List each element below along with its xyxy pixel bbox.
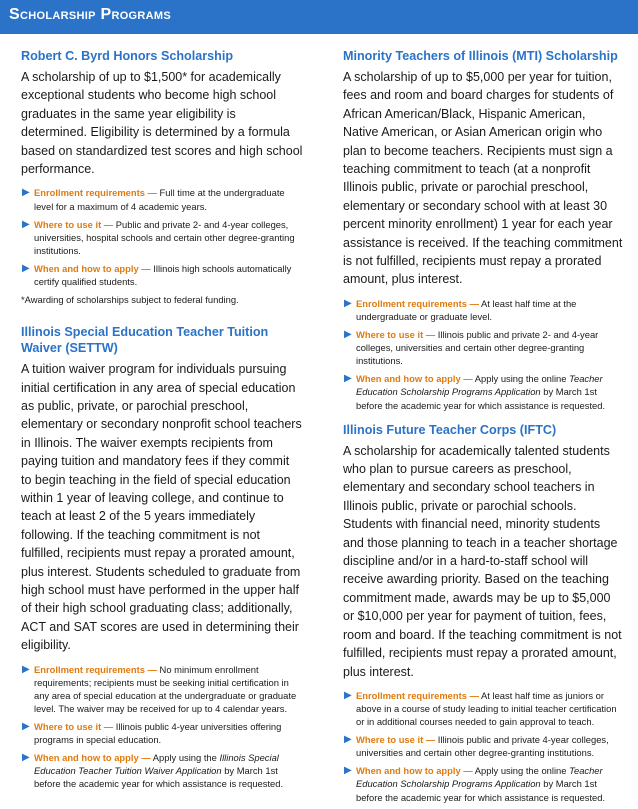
triangle-right-icon: ▶ xyxy=(22,187,30,199)
list-item: ▶ When and how to apply — Illinois high schools automatically certify qualified students. xyxy=(22,262,292,287)
settw-title: Illinois Special Education Teacher Tuition Waiver (SETTW) xyxy=(21,325,269,356)
byrd-section xyxy=(21,48,303,306)
triangle-right-icon: ▶ xyxy=(22,663,30,675)
triangle-right-icon: ▶ xyxy=(344,297,352,309)
iftc-section xyxy=(343,422,623,804)
list-item: ▶ Where to use it — Illinois public 4-year universities offering programs in special education. xyxy=(22,720,282,746)
iftc-description: A scholarship for academically talented students who plan to pursue careers as preschool, elementary and secondary school teachers in Illinois public, private or parochial schools. Students with financial need, minority students and those planning to teach in a teacher shortage discipline and/or in a hard-to-staff school will receive awarding priority. Based on the teaching commitment made, awards may be up to $5,000 or $10,000 per year for payment of tuition, fees, room and board. If the teaching commitment is not fulfilled, recipients must repay a prorated amount, plus interest. xyxy=(343,443,622,679)
byrd-requirements xyxy=(21,186,303,288)
byrd-footnote: *Awarding of scholarships subject to federal funding. xyxy=(21,294,239,306)
mti-title: Minority Teachers of Illinois (MTI) Scholarship xyxy=(343,49,618,63)
triangle-right-icon: ▶ xyxy=(344,329,352,341)
triangle-right-icon: ▶ xyxy=(22,262,30,274)
settw-description: A tuition waiver program for individuals pursuing initial certification in any area of special education as public, private, or parochial preschool, elementary or secondary nonprofit school teachers in Illinois. The waiver exempts recipients from paying tuition and mandatory fees if they commit to begin teaching in the field of special education within 1 year of leaving college, and continue to teach at least 2 of the 5 years immediately following. If the teaching commitment is not fulfilled, recipients must repay a prorated amount, plus interest. Students scheduled to graduate from high school must have performed in the upper half of their high school graduating class; additionally, ACT and SAT scores are used in determining their eligibility. xyxy=(21,362,302,653)
list-item: ▶ Where to use it — Illinois public and private 4-year colleges, universities and certain other degree-granting institutions. xyxy=(344,734,609,759)
iftc-requirements xyxy=(343,689,623,804)
triangle-right-icon: ▶ xyxy=(344,734,352,746)
list-item: ▶ Where to use it — Public and private 2- and 4-year colleges, universities, hospital schools and certain other degree-granting institutions. xyxy=(22,218,295,256)
banner-title: Scholarship Programs xyxy=(9,6,171,23)
list-item: ▶ Enrollment requirements — At least half time at the undergraduate or graduate level. xyxy=(344,297,577,322)
settw-section xyxy=(21,324,303,790)
list-item: ▶ Where to use it — Illinois public and private 2- and 4-year colleges, universities and certain other degree-granting institutions. xyxy=(344,329,599,367)
list-item: ▶ Enrollment requirements — Full time at the undergraduate level for a maximum of 4 academic years. xyxy=(22,187,285,212)
triangle-right-icon: ▶ xyxy=(22,218,30,230)
byrd-title: Robert C. Byrd Honors Scholarship xyxy=(21,49,234,63)
right-column xyxy=(343,48,623,809)
left-column xyxy=(21,48,303,795)
mti-description: A scholarship of up to $5,000 per year for tuition, fees and room and board charges for students of African American/Black, Hispanic American, Native American, or Asian American origin who plan to become teachers. Recipients must sign a teaching commitment to teach (at a nonprofit Illinois public, private or parochial preschool, elementary or secondary school with at least 30 percent minority enrollment) 1 year for each year assistance is received. If the teaching commitment is not fulfilled, recipients must repay a prorated amount, plus interest. xyxy=(343,70,623,287)
settw-requirements xyxy=(21,663,303,791)
list-item: ▶ Enrollment requirements — At least half time as juniors or above in a course of study leading to initial teacher certification or in additional courses needed to gain approval to teach. xyxy=(344,689,617,728)
triangle-right-icon: ▶ xyxy=(344,373,352,385)
list-item: ▶ When and how to apply — Apply using the online Teacher Education Scholarship Programs Application by March 1st before the academic year for which assistance is requested. xyxy=(344,373,606,411)
triangle-right-icon: ▶ xyxy=(22,720,30,732)
section-banner xyxy=(0,0,638,34)
list-item: ▶ Enrollment requirements — No minimum enrollment requirements; recipients must be seeking initial certification in any area of special education at the undergraduate or graduate level. The waiver may be received for up to 4 calendar years. xyxy=(22,663,297,714)
triangle-right-icon: ▶ xyxy=(22,752,30,764)
list-item: ▶ When and how to apply — Apply using the Illinois Special Education Teacher Tuition Waiver Application by March 1st before the academic year for which assistance is requested. xyxy=(22,752,284,790)
triangle-right-icon: ▶ xyxy=(344,765,352,777)
iftc-title: Illinois Future Teacher Corps (IFTC) xyxy=(343,422,557,437)
triangle-right-icon: ▶ xyxy=(344,689,352,701)
byrd-description: A scholarship of up to $1,500* for academically exceptional students who become high school graduates in the same year eligibility is determined. Eligibility is determined by a formula based on standardized test scores and high school performance. xyxy=(21,70,303,177)
mti-section xyxy=(343,48,623,412)
list-item: ▶ When and how to apply — Apply using the online Teacher Education Scholarship Programs Application by March 1st before the academic year for which assistance is requested. xyxy=(344,765,606,803)
mti-requirements xyxy=(343,297,623,412)
